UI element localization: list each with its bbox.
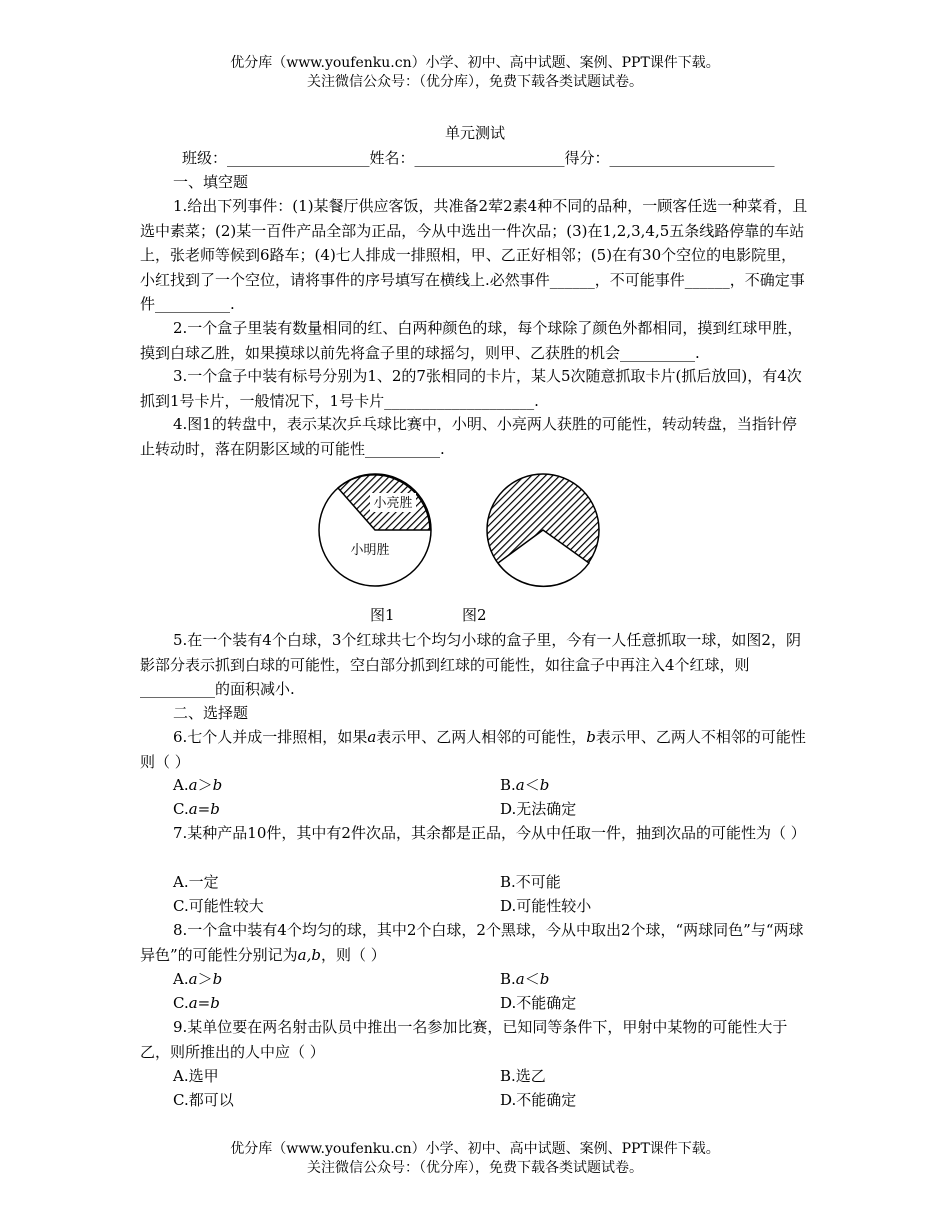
question-8: 8.一个盒中装有4个均匀的球，其中2个白球，2个黑球，今从中取出2个球，“两球同色”与“两球异色”的可能性分别记为a,b，则（ ）: [140, 921, 804, 964]
q6-option-b: B.a＜b: [500, 776, 550, 794]
footer-line-1: 优分库（www.youfenku.cn）小学、初中、高中试题、案例、PPT课件下载。: [230, 1141, 720, 1157]
header-line-1: 优分库（www.youfenku.cn）小学、初中、高中试题、案例、PPT课件下载。: [230, 55, 720, 71]
q7-option-b: B.不可能: [500, 873, 561, 891]
q6-option-a: A.a＞b: [173, 776, 223, 794]
question-4: 4.图1的转盘中，表示某次乒乓球比赛中，小明、小亮两人获胜的可能性，转动转盘，当指针停止转动时，落在阴影区域的可能性__________.: [140, 415, 797, 458]
spinner-figures: [310, 470, 610, 590]
q8-option-b: B.a＜b: [500, 970, 550, 988]
question-3: 3.一个盒子中装有标号分别为1、2的7张相同的卡片，某人5次随意抓取卡片(抓后放回)，有4次抓到1号卡片，一般情况下，1号卡片____________________.: [140, 367, 802, 410]
question-5: 5.在一个装有4个白球，3个红球共七个均匀小球的盒子里，今有一人任意抓取一球，如图2，阴影部分表示抓到白球的可能性，空白部分抓到红球的可能性，如往盒子中再注入4个红球，则__________的面积减小.: [140, 631, 801, 698]
q7-option-d: D.可能性较小: [500, 897, 592, 915]
question-6: 6.七个人并成一排照相，如果a表示甲、乙两人相邻的可能性，b表示甲、乙两人不相邻的可能性则（ ）: [140, 728, 806, 771]
q8-option-a: A.a＞b: [173, 970, 223, 988]
figure-2-spinner: [487, 474, 599, 586]
label-xiaoliang: 小亮胜: [373, 496, 413, 511]
section-fill-in: 一、填空题: [173, 173, 249, 191]
student-info-line: 班级：___________________姓名：____________________得分：______________________: [182, 149, 775, 167]
footer-line-2: 关注微信公众号：（优分库），免费下载各类试题试卷。: [307, 1160, 643, 1176]
question-2: 2.一个盒子里装有数量相同的红、白两种颜色的球，每个球除了颜色外都相同，摸到红球甲胜，摸到白球乙胜，如果摸球以前先将盒子里的球摇匀，则甲、乙获胜的机会__________.: [140, 319, 803, 362]
page-title: 单元测试: [444, 124, 505, 142]
figure-2-caption: 图2: [462, 606, 487, 624]
figure-1-caption: 图1: [370, 606, 395, 624]
label-xiaoming: 小明胜: [350, 543, 390, 558]
question-7: 7.某种产品10件，其中有2件次品，其余都是正品，今从中任取一件，抽到次品的可能性为（ ）: [173, 824, 806, 842]
q8-option-d: D.不能确定: [500, 994, 577, 1012]
figure-1-spinner: [319, 474, 431, 586]
section-multiple-choice: 二、选择题: [173, 704, 249, 722]
q8-option-c: C.a=b: [173, 994, 220, 1012]
page-header: [0, 54, 950, 92]
q9-option-c: C.都可以: [173, 1091, 234, 1109]
page-footer: [0, 1140, 950, 1178]
q9-option-d: D.不能确定: [500, 1091, 577, 1109]
question-9: 9.某单位要在两名射击队员中推出一名参加比赛，已知同等条件下，甲射中某物的可能性大于乙，则所推出的人中应（ ）: [140, 1018, 788, 1061]
q7-option-c: C.可能性较大: [173, 897, 264, 915]
q7-option-a: A.一定: [173, 873, 219, 891]
q6-option-d: D.无法确定: [500, 800, 577, 818]
question-1: 1.给出下列事件：(1)某餐厅供应客饭，共准备2荤2素4种不同的品种，一顾客任选一种菜肴，且选中素菜；(2)某一百件产品全部为正品，今从中选出一件次品；(3)在1,2,3,4,5五条线路停靠的车站上，张老师等候到6路车；(4)七人排成一排照相，甲、乙正好相邻；(5)在有30个空位的电影院里，小红找到了一个空位，请将事件的序号填写在横线上.必然事件______，不可能事件______，不确定事件__________.: [140, 197, 808, 313]
q9-option-a: A.选甲: [173, 1067, 219, 1085]
header-line-2: 关注微信公众号：（优分库），免费下载各类试题试卷。: [307, 74, 643, 90]
q9-option-b: B.选乙: [500, 1067, 546, 1085]
q6-option-c: C.a=b: [173, 800, 220, 818]
